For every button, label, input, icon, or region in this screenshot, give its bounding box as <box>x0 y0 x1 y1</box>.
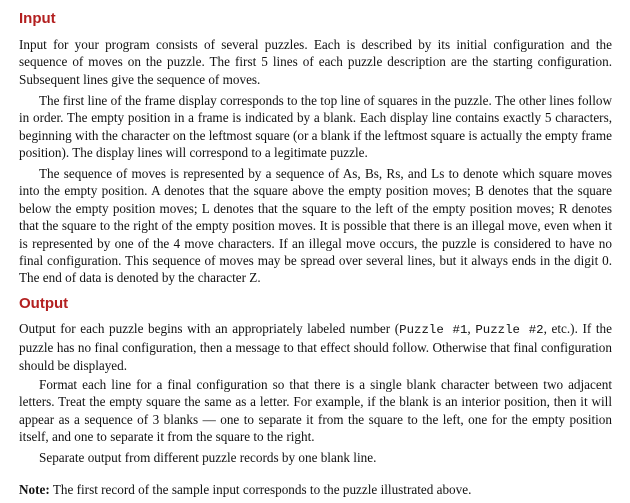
output-paragraph-3: Separate output from different puzzle records by one blank line. <box>39 450 377 465</box>
output-paragraph-1 <box>19 320 612 374</box>
output-paragraph-1-text-a: Output for each puzzle begins with an appropriately labeled number ( <box>19 321 400 336</box>
puzzle-label-example-2: Puzzle #2 <box>475 323 544 337</box>
output-heading: Output <box>19 295 69 312</box>
input-paragraph-2: The first line of the frame display corresponds to the top line of squares in the puzzle. The other lines follow in order. The empty position in a frame is indicated by a blank. Each display line contains exactly 5 characters, beginning with the character on the leftmost square (or a blank if the leftmost square is actually the empty frame position). The display lines will correspond to a legitimate puzzle. <box>19 93 612 161</box>
output-paragraph-2: Format each line for a final configuration so that there is a single blank character between two adjacent letters. Treat the empty square the same as a letter. For example, if the blank is an interior position, then it will appear as a sequence of 3 blanks — one to separate it from the square to the left, one for the empty position itself, and one to separate it from the square to the right. <box>19 377 612 445</box>
input-paragraph-1: Input for your program consists of several puzzles. Each is described by its initial configuration and the sequence of moves on the puzzle. The first 5 lines of each puzzle description are the starting configuration. Subsequent lines give the sequence of moves. <box>19 37 612 87</box>
output-paragraph-1-separator: , <box>467 321 476 336</box>
input-heading: Input <box>19 10 56 27</box>
puzzle-label-example-1: Puzzle #1 <box>399 323 468 337</box>
note-label: Note: <box>19 482 50 497</box>
note-paragraph <box>19 481 612 498</box>
note-text: The first record of the sample input corresponds to the puzzle illustrated above. <box>49 482 472 497</box>
input-paragraph-3: The sequence of moves is represented by a sequence of As, Bs, Rs, and Ls to denote which square moves into the empty position. A denotes that the square above the empty position moves; B denotes that the square below the empty position moves; L denotes that the square to the left of the empty position moves; R denotes that the square to the right of the empty position moves. It is possible that there is an illegal move, even when it is represented by one of the 4 move characters. If an illegal move occurs, the puzzle is considered to have no final configuration. This sequence of moves may be spread over several lines, but it always ends in the digit 0. The end of data is denoted by the character Z. <box>19 166 612 286</box>
output-paragraph-1-text-b: , etc.). If the puzzle has no final configuration, then a message to that effect should follow. Otherwise that final configuration should be displayed. <box>19 321 613 373</box>
